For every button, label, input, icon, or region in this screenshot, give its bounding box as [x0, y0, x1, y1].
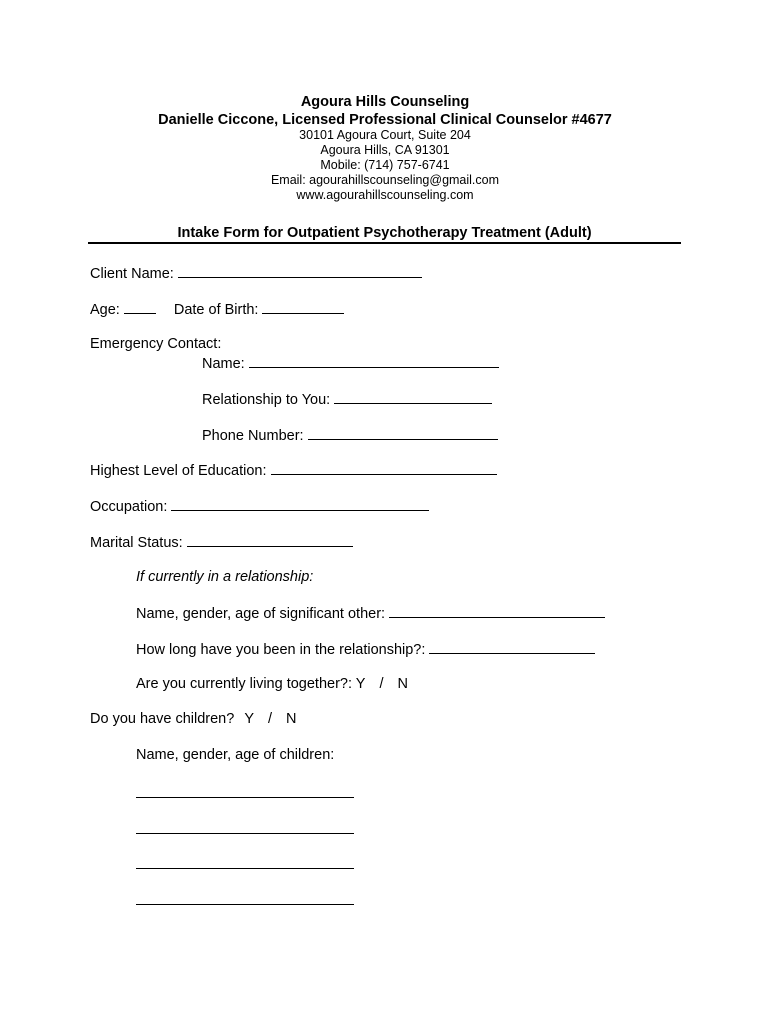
marital-status-row: [90, 532, 353, 552]
children-no[interactable]: N: [286, 711, 297, 727]
relationship-length-field[interactable]: [429, 639, 595, 654]
practice-name: Agoura Hills Counseling: [300, 94, 470, 110]
education-field[interactable]: [271, 460, 497, 475]
education-label: Highest Level of Education:: [90, 463, 267, 479]
occupation-label: Occupation:: [90, 499, 168, 515]
living-together-slash: /: [379, 676, 384, 692]
mobile-number: Mobile: (714) 757-6741: [320, 158, 450, 172]
client-name-label: Client Name:: [90, 266, 174, 282]
education-row: [90, 460, 497, 480]
relationship-length-row: [136, 639, 595, 659]
age-dob-row: [90, 299, 344, 319]
significant-other-label: Name, gender, age of significant other:: [136, 606, 386, 622]
child-2-field[interactable]: [136, 833, 354, 834]
child-4-field[interactable]: [136, 904, 354, 905]
title-divider: [88, 242, 681, 244]
ec-phone-row: [202, 425, 498, 445]
living-together-label: Are you currently living together?:: [136, 676, 352, 692]
dob-field[interactable]: [262, 299, 344, 314]
client-name-field[interactable]: [178, 263, 422, 278]
age-label: Age:: [90, 302, 120, 318]
significant-other-field[interactable]: [389, 603, 605, 618]
significant-other-row: [136, 603, 605, 623]
form-title: Intake Form for Outpatient Psychotherapy Treatment (Adult): [177, 225, 592, 241]
dob-label: Date of Birth:: [173, 302, 259, 318]
children-yes[interactable]: Y: [244, 711, 254, 727]
occupation-row: [90, 496, 429, 516]
ec-name-row: [202, 353, 499, 373]
relationship-length-label: How long have you been in the relationship?:: [136, 642, 426, 658]
occupation-field[interactable]: [171, 496, 429, 511]
ec-relationship-label: Relationship to You:: [202, 392, 331, 408]
marital-status-label: Marital Status:: [90, 535, 183, 551]
children-row: [90, 710, 297, 728]
ec-relationship-row: [202, 389, 492, 409]
children-slash: /: [268, 711, 273, 727]
ec-name-field[interactable]: [249, 353, 499, 368]
marital-status-field[interactable]: [187, 532, 353, 547]
living-together-yes[interactable]: Y: [355, 676, 366, 692]
age-field[interactable]: [124, 299, 156, 314]
ec-name-label: Name:: [202, 356, 245, 372]
emergency-contact-heading: Emergency Contact:: [90, 336, 222, 352]
address-line-2: Agoura Hills, CA 91301: [320, 143, 450, 157]
ec-phone-field[interactable]: [308, 425, 498, 440]
relationship-note: If currently in a relationship:: [136, 569, 314, 585]
living-together-no[interactable]: N: [397, 676, 408, 692]
client-name-row: [90, 263, 422, 283]
child-3-field[interactable]: [136, 868, 354, 869]
counselor-name: Danielle Ciccone, Licensed Professional Clinical Counselor #4677: [158, 112, 612, 128]
children-details-label: Name, gender, age of children:: [136, 747, 335, 763]
address-line-1: 30101 Agoura Court, Suite 204: [299, 128, 471, 142]
ec-relationship-field[interactable]: [334, 389, 492, 404]
email-address: Email: agourahillscounseling@gmail.com: [270, 173, 500, 187]
living-together-row: [136, 675, 408, 693]
children-question: Do you have children?: [90, 711, 235, 727]
child-1-field[interactable]: [136, 797, 354, 798]
ec-phone-label: Phone Number:: [202, 428, 304, 444]
website: www.agourahillscounseling.com: [296, 188, 474, 202]
